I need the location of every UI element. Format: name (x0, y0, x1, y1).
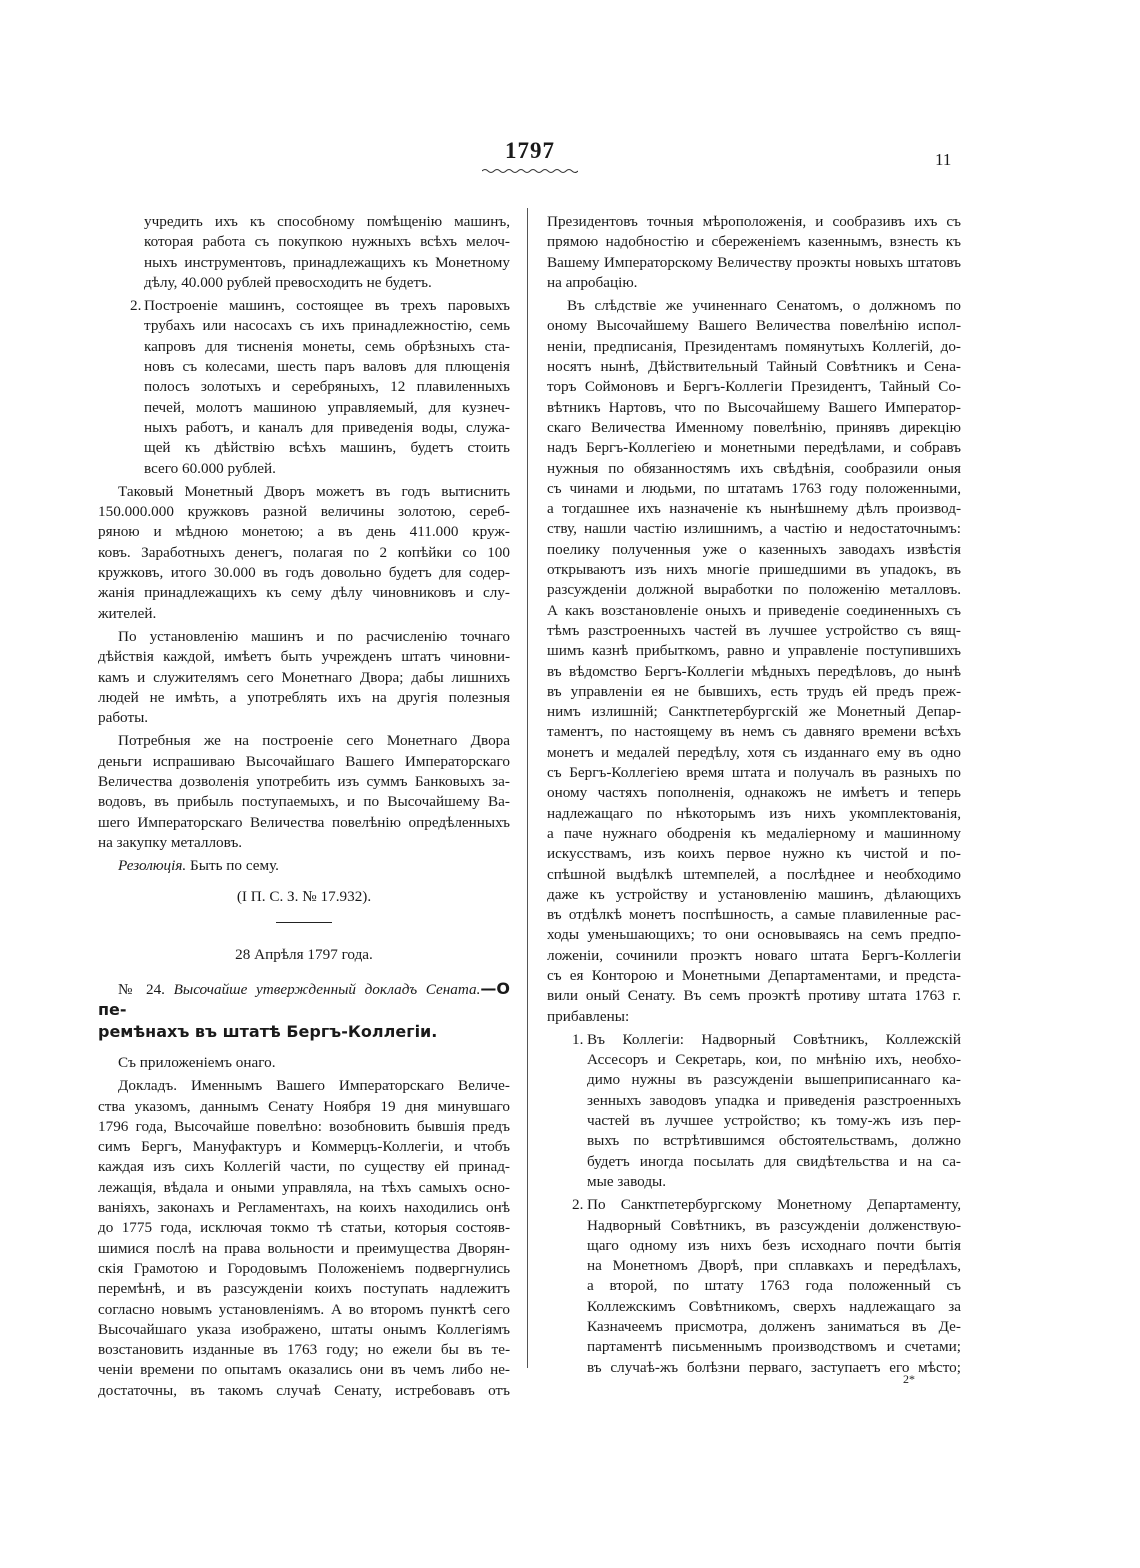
resolution-label: Резолюція. (118, 857, 187, 875)
text-line: прямою надобностію и сбереженіемъ казеннымъ, взнесть къ (547, 233, 961, 251)
text-line: кружковъ, итого 30.000 въ годъ довольно будетъ для содер- (98, 564, 510, 582)
centered-line: 28 Апрѣля 1797 года. (235, 945, 373, 963)
text-line: печей, молотъ машиною управляемый, для кузнеч- (144, 398, 510, 416)
text-line: вѣтникъ Нартовъ, что по Высочайшему Вашего Император- (547, 398, 961, 416)
text-line: Надворный Совѣтникъ, въ разсужденіи долженствую- (587, 1216, 961, 1234)
page-year-header: 1797 (505, 138, 555, 163)
paragraph (98, 482, 510, 624)
text-line: каждая изъ сихъ Коллегій части, по существу ей принад- (98, 1158, 510, 1176)
resolution-text: Быть по сему. (186, 857, 279, 875)
text-line: мые заводы. (587, 1172, 667, 1190)
text-line: жителей. (98, 604, 157, 622)
text-line: носятъ нынѣ, Дѣйствительный Тайный Совѣтникъ и Сена- (547, 358, 961, 376)
text-line: достаточны, въ такомъ случаѣ Сенату, истребовавъ отъ (98, 1381, 510, 1399)
document-type: Высочайше утвержденный докладъ Сената. (173, 981, 481, 999)
resolution-line (98, 856, 510, 876)
text-line: ства указомъ, даннымъ Сенату Ноября 19 дня минувшаго (98, 1097, 510, 1115)
text-line: людей не имѣть, а употреблять ихъ на другія полезныя (98, 688, 510, 706)
text-line: дѣйствія каждой, имѣетъ быть учрежденъ штатъ чиновни- (98, 648, 510, 666)
text-line: трубахъ или насосахъ съ ихъ принадлежностію, семь (144, 317, 510, 335)
text-line: дѣлу, 40.000 рублей превосходить не будетъ. (144, 273, 432, 291)
text-line: Вашему Императорскому Величеству проэкты новыхъ штатовъ (547, 253, 961, 271)
text-line: щаго одному изъ нихъ безъ исходнаго почти бытія (587, 1236, 961, 1254)
text-line: до 1775 года, исключая токмо тѣ статьи, которыя состояв- (98, 1219, 510, 1237)
text-line: ству, нашли частію излишнимъ, а частію и недостаточнымъ: (547, 520, 961, 538)
right-column (547, 212, 961, 1378)
text-line: водовъ, въ прибыль поступаемыхъ, и по Высочайшему Ва- (98, 793, 510, 811)
text-line: Величества дозволенія употребить изъ суммъ Банковыхъ за- (98, 773, 510, 791)
text-line: шимъ казнѣ прибыткомъ, равно и управленіе поступившихъ (547, 642, 961, 660)
text-line: 1796 года, Высочайше повелѣно: возобновить бывшія предъ (98, 1117, 510, 1135)
text-line: ченіи времени по опытамъ оказались они въ чемъ либо не- (98, 1361, 510, 1379)
document-number: № 24. (118, 981, 174, 999)
text-line: которая работа съ покупкою нужныхъ всѣхъ мелоч- (144, 233, 510, 251)
text-line: неніи, предписанія, Президентамъ помянутыхъ Коллегій, до- (547, 337, 961, 355)
separator-rule (276, 922, 332, 923)
text-line: а паче нужнаго ободренія къ медаліерному и машинному (547, 824, 961, 842)
text-line: ковъ. Заработныхъ денегъ, полагая по 2 копѣйки со 100 (98, 543, 510, 561)
text-line: надлежащаго по нѣкоторымъ изъ нихъ укомплектованія, (547, 804, 961, 822)
text-line: ваніяхъ, законахъ и Регламентахъ, на коихъ находились онѣ (98, 1199, 510, 1217)
list-item-number: 2. (130, 297, 142, 315)
left-column (98, 212, 510, 1401)
text-line: оному частяхъ пополненія, однакожъ не имѣетъ и теперь (547, 784, 961, 802)
text-line: спѣшной выдѣлкѣ штемпелей, а послѣднее и необходимо (547, 865, 961, 883)
paragraph (547, 296, 961, 1027)
text-line: ныхъ инструментовъ, принадлежащихъ къ Монетному (144, 253, 510, 271)
paragraph (547, 212, 961, 293)
text-line: капровъ для тисненія монеты, семь обрѣзныхъ ста- (144, 337, 510, 355)
text-line: даже къ устройству и установленію машинъ, дѣлающихъ (547, 885, 961, 903)
text-line: Коллежскимъ Совѣтникомъ, сверхъ надлежащаго за (587, 1297, 961, 1315)
text-line: надъ Бергъ-Коллегіею и монетными передѣлами, и собравъ (547, 439, 961, 457)
text-line: нужныя по обязанностямъ ихъ свѣдѣнія, сообразили оныя (547, 459, 961, 477)
list-item (547, 1030, 961, 1192)
text-line: разсужденіи должной выработки по положенію металловъ. (547, 581, 961, 599)
text-line: А какъ возстановленіе оныхъ и приведеніе соединенныхъ съ (547, 601, 961, 619)
list-item-number: 1. (572, 1030, 584, 1048)
text-line: Таковый Монетный Дворъ можетъ въ годъ вытиснить (118, 482, 510, 500)
text-line: вили оный Сенату. Въ семъ проэктѣ противу штата 1763 г. (547, 987, 961, 1005)
text-line: торъ Соймоновъ и Бергъ-Коллегіи Президентъ, Тайный Со- (547, 378, 961, 396)
paragraph (98, 1076, 510, 1401)
text-line: симъ Бергъ, Мануфактуръ и Коммерцъ-Коллегіи, и чтобъ (98, 1138, 510, 1156)
text-line: Докладъ. Именнымъ Вашего Императорскаго Величе- (118, 1077, 510, 1095)
heading-line (98, 1022, 510, 1043)
text-line: съ ея Конторою и Монетными Департаментами, и предста- (547, 966, 961, 984)
text-line: а второй, по штату 1763 года положенный съ (587, 1277, 961, 1295)
resolution (98, 856, 510, 876)
text-line: таментъ, по настоящему въ немъ съ давняго времени всѣхъ (547, 723, 961, 741)
text-line: По Санктпетербургскому Монетному Департаменту, (587, 1196, 961, 1214)
text-line: лежащія, вѣдала и оными управляла, на тѣхъ самыхъ осно- (98, 1178, 510, 1196)
text-line: щей къ дѣйствію всѣхъ машинъ, будетъ стоить (144, 439, 510, 457)
text-line: тѣмъ разстроенныхъ частей въ лучшее устройство съ вящ- (547, 621, 961, 639)
list-item (98, 212, 510, 293)
text-line: съ чинами и людьми, по штатамъ 1763 году положенными, (547, 479, 961, 497)
text-line: Въ Коллегіи: Надворный Совѣтникъ, Коллежскій (587, 1030, 961, 1048)
text-line: камъ и служителямъ сего Монетнаго Двора; дабы лишнихъ (98, 668, 510, 686)
text-line: Ассесоръ и Секретарь, кои, по мнѣнію ихъ, необхо- (587, 1051, 961, 1069)
text-line: на апробацію. (547, 273, 638, 291)
text-line: новъ съ колесами, шесть паръ валовъ для плющенія (144, 358, 510, 376)
text-line: Потребныя же на построеніе сего Монетнаго Двора (118, 732, 510, 750)
text-line: деньги испрашиваю Высочайшаго Вашего Императорскаго (98, 752, 510, 770)
text-line: димо нужны въ разсужденіи вышеприписаннаго ка- (587, 1071, 961, 1089)
heading-title-part: —О пе- (98, 979, 510, 1020)
text-line: шимися послѣ на права вольности и преимущества Дворян- (98, 1239, 510, 1257)
text-line: ложеніи, сочинили проэктъ новаго штата Бергъ-Коллегіи (547, 946, 961, 964)
text-line: ныхъ работъ, и каналъ для приведенія воды, служа- (144, 418, 510, 436)
text-line: 150.000.000 кружковъ разной величины золотою, сереб- (98, 503, 510, 521)
text-line: на закупку металловъ. (98, 833, 243, 851)
text-line: Президентовъ точныя мѣроположенія, и сообразивъ ихъ съ (547, 213, 961, 230)
text-line: ряною и мѣдною монетою; а въ день 411.000 круж- (98, 523, 510, 541)
text-line: скія Грамотою и Городовымъ Положеніемъ подвергнулись (98, 1259, 510, 1277)
text-line: возстановить изданные въ 1763 году; но ежели бы въ те- (98, 1341, 510, 1359)
text-line: ходы уменьшающихъ; то они основываясь на семъ предпо- (547, 926, 961, 944)
text-line: а тогдашнее ихъ назначеніе къ нынѣшнему дѣлъ производ- (547, 500, 961, 518)
document-heading (98, 979, 510, 1043)
text-line: въ случаѣ-жъ болѣзни перваго, заступаетъ его мѣсто; (587, 1358, 961, 1376)
text-line: всего 60.000 рублей. (144, 459, 276, 477)
text-line: въ вѣдомство Бергъ-Коллегіи мѣдныхъ передѣловъ, до нынѣ (547, 662, 961, 680)
list-item (547, 1195, 961, 1378)
text-line: шего Императорскаго Величества повелѣнію опредѣленныхъ (98, 813, 510, 831)
paragraph (98, 627, 510, 728)
text-line: согласно новымъ установленіямъ. А во второмъ пунктѣ сего (98, 1300, 510, 1318)
text-line: жанія принадлежащихъ къ сему дѣлу чиновниковъ и слу- (98, 584, 510, 602)
page-number: 11 (935, 150, 952, 169)
text-line: съ Бергъ-Коллегіею время штата и получалъ въ разныхъ по (547, 764, 961, 782)
signature-mark: 2* (903, 1372, 915, 1386)
text-line: Въ слѣдствіе же учиненнаго Сенатомъ, о должномъ по (567, 297, 961, 315)
text-line: работы. (98, 709, 149, 727)
text-line: выхъ по встрѣтившимся обстоятельствамъ, должно (587, 1132, 961, 1150)
text-line: искусствамъ, изъ коихъ первое нужно къ чистой и по- (547, 845, 961, 863)
text-line: перемѣнѣ, и въ разсужденіи коихъ поступать надлежитъ (98, 1280, 510, 1298)
text-line: открываютъ изъ нихъ многіе пришедшими въ упадокъ, въ (547, 561, 961, 579)
text-line: нимъ излишній; Санктпетербургскій же Монетный Депар- (547, 703, 961, 721)
text-line: Съ приложеніемъ онаго. (118, 1053, 276, 1071)
text-line: партаментѣ письменнымъ производствомъ и счетами; (587, 1338, 961, 1356)
text-line: въ отдѣлкѣ монетъ поспѣшность, а самые плавиленные рас- (547, 906, 961, 924)
text-line: Высочайшаго указа изображено, штаты онымъ Коллегіямъ (98, 1320, 510, 1338)
paragraph (98, 1053, 510, 1073)
heading-title-part: ремѣнахъ въ штатѣ Бергъ-Коллегіи. (98, 1021, 438, 1041)
text-line: оному Высочайшему Вашего Величества повелѣнію испол- (547, 317, 961, 335)
paragraph (98, 731, 510, 853)
text-line: Казначеемъ присмотра, долженъ заниматься въ Де- (587, 1318, 961, 1336)
text-line: зенныхъ заводовъ упадка и приведенія разстроенныхъ (587, 1091, 961, 1109)
text-line: Построеніе машинъ, состоящее въ трехъ паровыхъ (144, 297, 510, 315)
text-line: будетъ иногда посылать для свидѣтельства и на са- (587, 1152, 961, 1170)
text-line: прибавлены: (547, 1007, 630, 1025)
text-line: скаго Величества Именному повелѣнію, принявъ дирекцію (547, 418, 961, 436)
column-divider (527, 208, 528, 1368)
list-item-number: 2. (572, 1196, 584, 1214)
text-line: поелику полученныя уже о казенныхъ заводахъ извѣстія (547, 540, 961, 558)
text-line: частей въ лучшее устройство; къ тому-жъ изъ пер- (587, 1112, 961, 1130)
list-item (98, 296, 510, 479)
text-line: монетъ и медалей передѣлу, хотя съ изданнаго ему въ одно (547, 743, 961, 761)
text-line: полосъ золотыхъ и серебряныхъ, 12 плавиленныхъ (144, 378, 510, 396)
heading-line (98, 979, 510, 1022)
wavy-underline (482, 168, 578, 174)
text-line: учредить ихъ къ способному помѣщенію машинъ, (144, 213, 510, 230)
text-line: на Монетномъ Дворѣ, при сплавкахъ и передѣлахъ, (587, 1257, 961, 1275)
text-line: По установленію машинъ и по расчисленію точнаго (118, 627, 510, 645)
text-line: въ управленіи ея не бывшихъ, есть трудъ ей предъ преж- (547, 682, 961, 700)
centered-line: (I П. С. З. № 17.932). (236, 887, 372, 905)
